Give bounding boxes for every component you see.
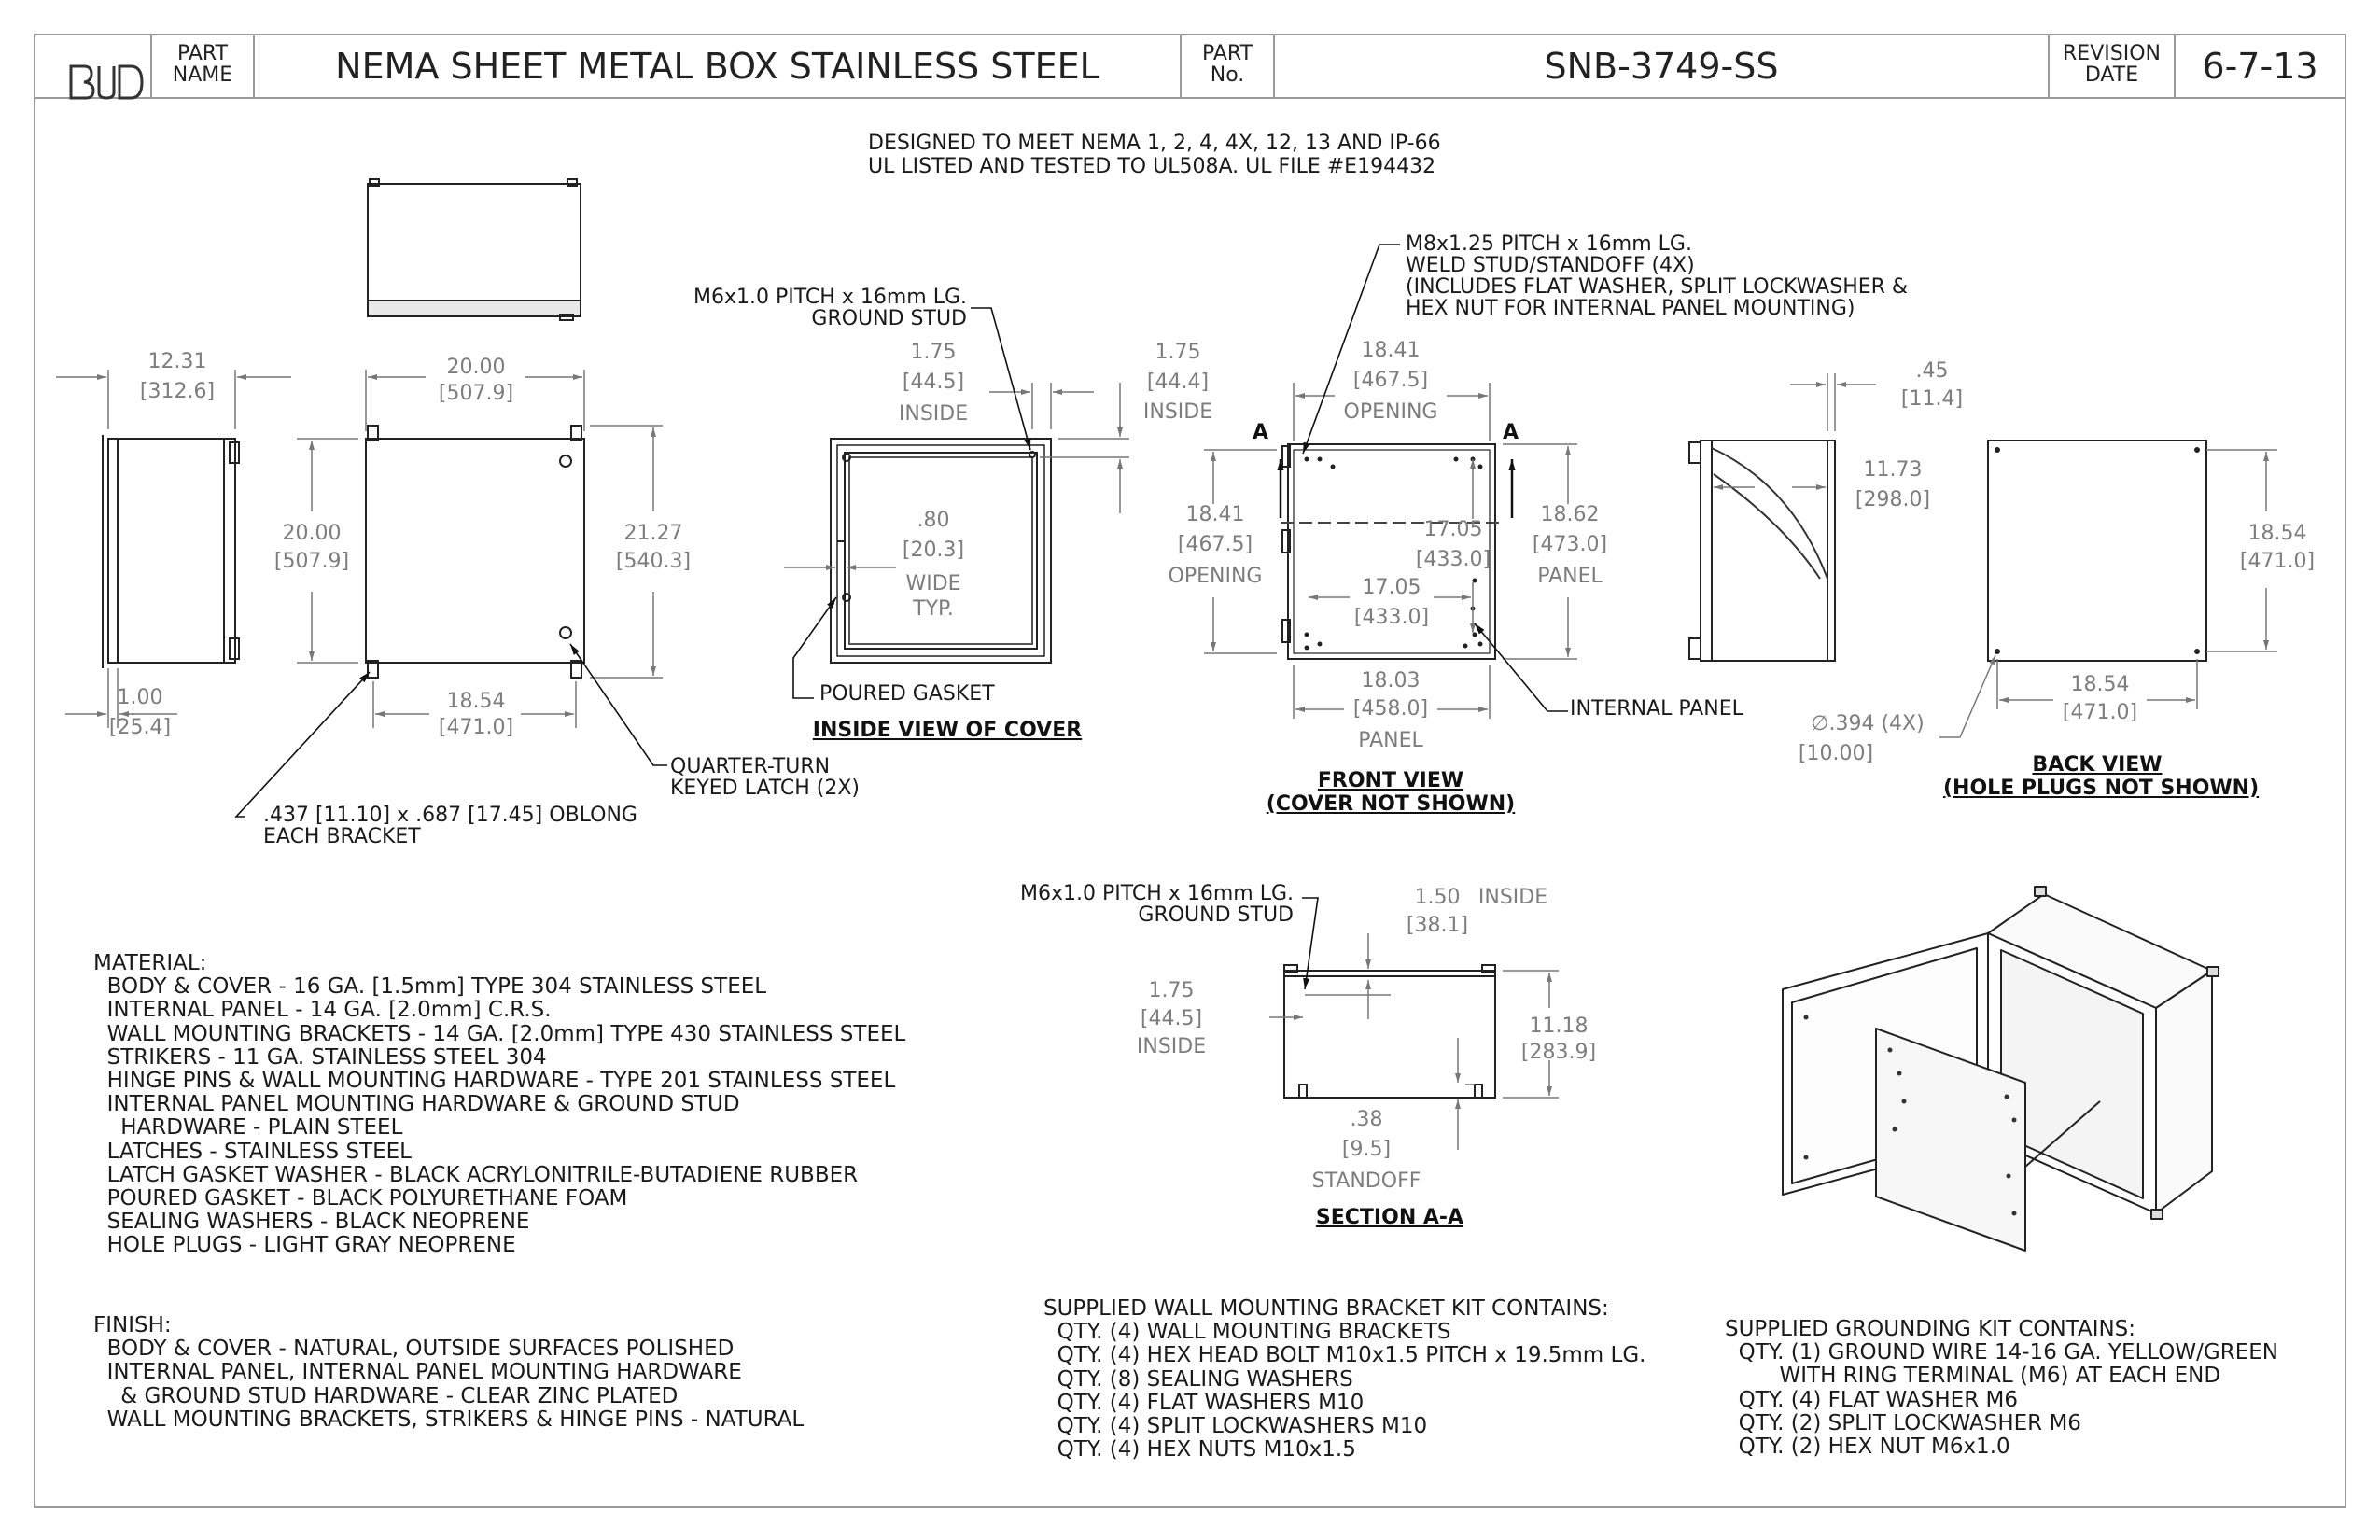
nema-note-line2: UL LISTED AND TESTED TO UL508A. UL FILE #E194432 xyxy=(868,155,1436,178)
front-view-title: FRONT VIEW (COVER NOT SHOWN) xyxy=(1266,769,1516,816)
material-line: INTERNAL PANEL - 14 GA. [2.0mm] C.R.S. xyxy=(93,998,552,1023)
bud-logo-mark xyxy=(65,57,149,107)
opening-height-dim: 18.41 xyxy=(1185,503,1245,526)
material-line: POURED GASKET - BLACK POLYURETHANE FOAM xyxy=(93,1186,628,1211)
hole-dim: ∅.394 (4X) xyxy=(1811,712,1925,735)
section-stud-note: M6x1.0 PITCH x 16mm LG. GROUND STUD xyxy=(1020,882,1294,928)
front-closed-dims xyxy=(297,370,663,728)
material-line: MATERIAL: xyxy=(93,951,207,975)
grounding-kit-line: QTY. (1) GROUND WIRE 14-16 GA. YELLOW/GREEN xyxy=(1725,1340,2278,1365)
front-width-mm: [507.9] xyxy=(438,382,514,405)
stud-vertical-mm: [433.0] xyxy=(1415,548,1491,571)
back-height-dim: 18.54 xyxy=(2247,522,2307,545)
opening-height-mm: [467.5] xyxy=(1177,533,1253,556)
part-name-label: PART NAME xyxy=(172,42,233,88)
material-list xyxy=(93,952,905,1258)
stud-horizontal-mm: [433.0] xyxy=(1353,606,1430,629)
cover-inside2-label: INSIDE xyxy=(1142,400,1213,424)
material-line: HOLE PLUGS - LIGHT GRAY NEOPRENE xyxy=(93,1233,516,1258)
part-number: SNB-3749-SS xyxy=(1544,46,1779,87)
isometric-view xyxy=(1783,887,2219,1251)
finish-line: FINISH: xyxy=(93,1313,172,1337)
section-a-a-view xyxy=(1284,965,1495,1098)
latch-note: QUARTER-TURN KEYED LATCH (2X) xyxy=(670,755,860,801)
cover-inside2-dim: 1.75 xyxy=(1155,341,1201,364)
bracket-kit-line: QTY. (4) HEX NUTS M10x1.5 xyxy=(1043,1437,1356,1463)
section-depth-dim: 11.18 xyxy=(1529,1015,1589,1038)
weld-stud-note: M8x1.25 PITCH x 16mm LG. WELD STUD/STANDOFF (4X) (INCLUDES FLAT WASHER, SPLIT LOCKWASHER & HEX NUT FOR INTERNAL PANEL MOUNTING) xyxy=(1406,232,1909,321)
back-width-dim: 18.54 xyxy=(2070,673,2130,696)
finish-list xyxy=(93,1314,804,1432)
oblong-note: .437 [11.10] x .687 [17.45] OBLONG EACH BRACKET xyxy=(263,804,637,849)
cover-inside1-label: INSIDE xyxy=(898,402,969,426)
grounding-kit-line: QTY. (2) SPLIT LOCKWASHER M6 xyxy=(1725,1410,2081,1435)
panel-width-label: PANEL xyxy=(1358,729,1423,752)
bracket-kit-line: QTY. (4) FLAT WASHERS M10 xyxy=(1043,1390,1365,1415)
section-depth-mm: [283.9] xyxy=(1520,1041,1597,1064)
back-view-title: BACK VIEW (HOLE PLUGS NOT SHOWN) xyxy=(1943,753,2260,800)
gasket-width-mm: [20.3] xyxy=(902,539,965,562)
grounding-kit-line: SUPPLIED GROUNDING KIT CONTAINS: xyxy=(1725,1317,2136,1341)
finish-line: & GROUND STUD HARDWARE - CLEAR ZINC PLATED xyxy=(93,1383,679,1408)
finish-line: WALL MOUNTING BRACKETS, STRIKERS & HINGE PINS - NATURAL xyxy=(93,1407,805,1432)
section-inside-left-dim: 1.75 xyxy=(1148,979,1195,1002)
bracket-spacing-dim: 18.54 xyxy=(446,690,506,713)
material-line: STRIKERS - 11 GA. STAINLESS STEEL 304 xyxy=(93,1044,547,1070)
finish-line: BODY & COVER - NATURAL, OUTSIDE SURFACES POLISHED xyxy=(93,1337,735,1362)
side-view xyxy=(103,435,239,668)
section-mark-right: A xyxy=(1503,421,1519,444)
section-inside-top-mm: [38.1] xyxy=(1406,914,1469,937)
cover-inside1-mm: [44.5] xyxy=(902,371,965,394)
standoff-label: STANDOFF xyxy=(1311,1169,1421,1193)
material-line: LATCH GASKET WASHER - BLACK ACRYLONITRILE-BUTADIENE RUBBER xyxy=(93,1162,859,1187)
material-line: LATCHES - STAINLESS STEEL xyxy=(93,1139,412,1164)
side-depth-dim: 12.31 xyxy=(147,350,207,373)
cover-leaders xyxy=(793,308,1030,698)
bracket-kit-line: QTY. (4) SPLIT LOCKWASHERS M10 xyxy=(1043,1414,1428,1439)
bracket-kit-line: QTY. (4) WALL MOUNTING BRACKETS xyxy=(1043,1320,1451,1345)
front-height-dim: 20.00 xyxy=(282,522,342,545)
front-height-mm: [507.9] xyxy=(273,550,350,573)
stud-horizontal-dim: 17.05 xyxy=(1362,576,1421,599)
bracket-dim: 1.00 xyxy=(117,686,163,709)
bud-logo xyxy=(56,41,140,91)
section-inside-top-label: INSIDE xyxy=(1477,886,1548,909)
right-side-view xyxy=(1689,441,1835,661)
section-inside-left-label: INSIDE xyxy=(1136,1035,1207,1058)
section-inside-top-dim: 1.50 xyxy=(1414,886,1461,909)
back-view xyxy=(1988,441,2206,661)
material-line: INTERNAL PANEL MOUNTING HARDWARE & GROUND STUD xyxy=(93,1092,740,1117)
nema-note-line1: DESIGNED TO MEET NEMA 1, 2, 4, 4X, 12, 13 AND IP-66 xyxy=(868,132,1441,155)
overall-height-dim: 21.27 xyxy=(623,522,683,545)
side-view-dims xyxy=(56,370,291,728)
grounding-kit-line: WITH RING TERMINAL (M6) AT EACH END xyxy=(1725,1364,2221,1389)
cover-view-title: INSIDE VIEW OF COVER xyxy=(812,719,1083,742)
finish-line: INTERNAL PANEL, INTERNAL PANEL MOUNTING HARDWARE xyxy=(93,1360,742,1385)
grounding-kit-list xyxy=(1725,1318,2278,1459)
back-width-mm: [471.0] xyxy=(2062,701,2138,724)
hole-mm: [10.00] xyxy=(1798,742,1874,765)
part-name: NEMA SHEET METAL BOX STAINLESS STEEL xyxy=(335,46,1099,87)
bracket-spacing-mm: [471.0] xyxy=(438,716,514,739)
bracket-kit-list xyxy=(1043,1297,1645,1462)
opening-width-dim: 18.41 xyxy=(1361,339,1421,362)
right-depth-dim: 11.73 xyxy=(1863,458,1923,482)
bracket-kit-line: SUPPLIED WALL MOUNTING BRACKET KIT CONTAINS: xyxy=(1043,1296,1609,1321)
cover-inside2-mm: [44.4] xyxy=(1146,371,1210,394)
material-line: SEALING WASHERS - BLACK NEOPRENE xyxy=(93,1210,530,1235)
side-depth-mm: [312.6] xyxy=(139,380,216,403)
gasket-width-label: WIDE TYP. xyxy=(905,572,961,621)
right-depth-mm: [298.0] xyxy=(1855,488,1931,511)
bracket-mm: [25.4] xyxy=(108,716,172,739)
gasket-width-dim: .80 xyxy=(917,509,950,532)
section-view-title: SECTION A-A xyxy=(1315,1206,1464,1229)
section-mark-left: A xyxy=(1253,421,1269,444)
material-line: HINGE PINS & WALL MOUNTING HARDWARE - TYPE 201 STAINLESS STEEL xyxy=(93,1069,896,1094)
panel-width-dim: 18.03 xyxy=(1361,669,1421,693)
panel-height-dim: 18.62 xyxy=(1540,503,1600,526)
poured-gasket-note: POURED GASKET xyxy=(819,682,995,706)
overall-height-mm: [540.3] xyxy=(615,550,692,573)
section-arrows xyxy=(1281,459,1512,518)
internal-panel-note: INTERNAL PANEL xyxy=(1570,697,1743,721)
grounding-kit-line: QTY. (4) FLAT WASHER M6 xyxy=(1725,1387,2018,1412)
front-width-dim: 20.00 xyxy=(446,356,506,379)
panel-height-mm: [473.0] xyxy=(1532,533,1608,556)
stud-vertical-dim: 17.05 xyxy=(1423,518,1483,541)
flange-mm: [11.4] xyxy=(1900,387,1964,411)
opening-width-label: OPENING xyxy=(1343,400,1438,424)
cover-inside1-dim: 1.75 xyxy=(910,341,957,364)
section-inside-left-mm: [44.5] xyxy=(1140,1007,1203,1030)
flange-dim: .45 xyxy=(1915,359,1949,383)
back-height-mm: [471.0] xyxy=(2239,550,2316,573)
revision-date-label: REVISION DATE xyxy=(2063,42,2161,88)
material-line: WALL MOUNTING BRACKETS - 14 GA. [2.0mm] TYPE 430 STAINLESS STEEL xyxy=(93,1021,906,1046)
top-view xyxy=(368,179,581,320)
standoff-dim: .38 xyxy=(1350,1108,1383,1131)
opening-height-label: OPENING xyxy=(1168,565,1263,588)
part-no-label: PART No. xyxy=(1201,42,1253,88)
front-closed-view xyxy=(366,426,584,678)
panel-height-label: PANEL xyxy=(1537,565,1603,588)
material-line: HARDWARE - PLAIN STEEL xyxy=(93,1115,403,1141)
opening-width-mm: [467.5] xyxy=(1352,369,1429,392)
bracket-kit-line: QTY. (4) HEX HEAD BOLT M10x1.5 PITCH x 19.5mm LG. xyxy=(1043,1343,1646,1368)
standoff-mm: [9.5] xyxy=(1341,1138,1392,1161)
revision-date: 6-7-13 xyxy=(2202,46,2318,87)
back-view-holes xyxy=(1995,447,2200,654)
grounding-kit-line: QTY. (2) HEX NUT M6x1.0 xyxy=(1725,1435,2010,1460)
panel-width-mm: [458.0] xyxy=(1352,697,1429,721)
cover-stud-note: M6x1.0 PITCH x 16mm LG. GROUND STUD xyxy=(693,286,967,331)
bracket-kit-line: QTY. (8) SEALING WASHERS xyxy=(1043,1366,1353,1392)
material-line: BODY & COVER - 16 GA. [1.5mm] TYPE 304 STAINLESS STEEL xyxy=(93,974,767,1000)
